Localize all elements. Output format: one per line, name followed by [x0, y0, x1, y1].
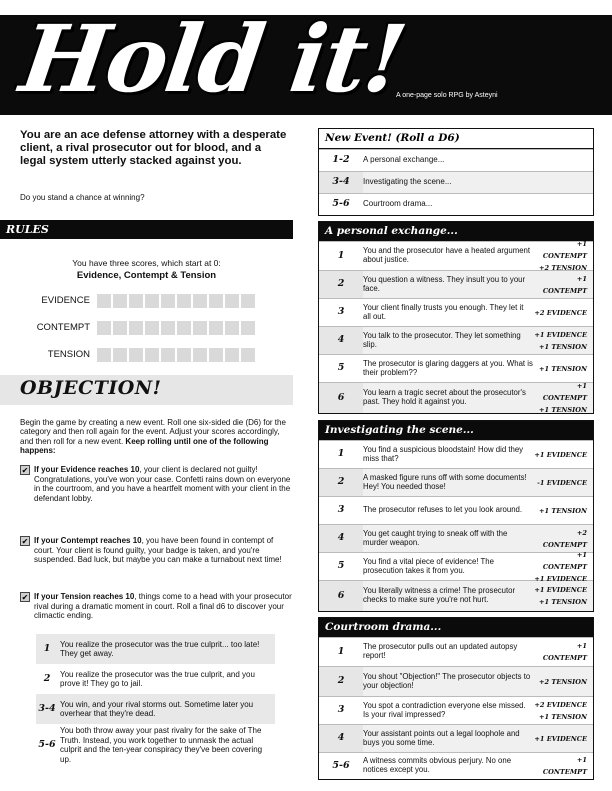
- event-text: Your client finally trusts you enough. They let it all out.: [363, 302, 524, 321]
- table-title: A personal exchange...: [319, 222, 593, 241]
- score-box[interactable]: [193, 348, 207, 362]
- event-effects: [533, 273, 593, 297]
- score-box[interactable]: [209, 348, 223, 362]
- table-row: 5-6 Courtroom drama...: [319, 193, 593, 215]
- table-row: [319, 298, 593, 326]
- event-effects: [533, 584, 593, 608]
- roll-number: 3: [337, 704, 345, 716]
- table-title: Investigating the scene...: [319, 421, 593, 440]
- event-text: You find a vital piece of evidence! The prosecution takes it from you.: [363, 556, 494, 575]
- roll-number: 4: [319, 327, 363, 354]
- table-row: [319, 496, 593, 524]
- effect-label: +1 TENSION: [539, 712, 587, 721]
- score-box[interactable]: [241, 294, 255, 308]
- ending-row: 2 You realize the prosecutor was the true culprit, and you prove it! They go to jail.: [43, 669, 255, 688]
- effect-label: +1 EVIDENCE: [534, 574, 587, 583]
- table-row: [319, 752, 593, 779]
- score-box[interactable]: [161, 294, 175, 308]
- score-box[interactable]: [177, 348, 191, 362]
- ending-row: 5-6 You both throw away your past rivalry for the sake of The Truth. Instead, you work together to unmask the actual culprit and the ten-year conspiracy they've been covering up.: [38, 726, 263, 764]
- table-row: [319, 382, 593, 413]
- roll-number: 1: [337, 645, 345, 657]
- roll-number: 4: [319, 525, 363, 552]
- condition-lead: If your Evidence reaches 10: [34, 465, 140, 474]
- event-text: You get caught trying to sneak off with the murder weapon.: [363, 528, 508, 547]
- roll-number: 4: [319, 725, 363, 752]
- effect-label: +2 CONTEMPT: [542, 528, 587, 549]
- score-box[interactable]: [97, 294, 111, 308]
- investigating-scene-table: [318, 420, 594, 612]
- roll-number: 5: [337, 560, 345, 572]
- table-row: [319, 440, 593, 468]
- score-box[interactable]: [145, 294, 159, 308]
- effect-label: +1 EVIDENCE: [534, 450, 587, 459]
- event-text: You spot a contradiction everyone else missed. Is your rival impressed?: [363, 700, 526, 719]
- score-box[interactable]: [113, 294, 127, 308]
- begin-instructions: [20, 418, 292, 456]
- roll-number: 2: [319, 469, 363, 496]
- roll-number: 1: [337, 448, 345, 460]
- effect-label: +1 EVIDENCE: [534, 586, 587, 594]
- event-text: The prosecutor refuses to let you look around.: [363, 505, 523, 515]
- score-box[interactable]: [241, 348, 255, 362]
- tension-boxes: [97, 348, 255, 362]
- event-effects: [533, 549, 593, 585]
- effect-label: +1 TENSION: [539, 342, 587, 351]
- event-text: You question a witness. They insult you to your face.: [363, 274, 526, 293]
- rules-header: RULES: [0, 220, 293, 239]
- event-effects: [533, 477, 593, 489]
- event-effects: [533, 329, 593, 353]
- intro-question: Do you stand a chance at winning?: [20, 193, 145, 202]
- effect-label: +1 CONTEMPT: [542, 240, 587, 260]
- keep-rolling-text: Keep rolling until one of the following happens:: [20, 436, 269, 456]
- table-row: [319, 550, 593, 583]
- event-text: Your assistant points out a legal loophole and buys you some time.: [363, 728, 520, 747]
- score-box[interactable]: [241, 321, 255, 335]
- table-row: [319, 354, 593, 382]
- effect-label: +1 CONTEMPT: [542, 274, 587, 295]
- event-effects: [533, 380, 593, 416]
- roll-number: 5: [337, 362, 345, 374]
- effect-label: +1 TENSION: [539, 598, 587, 606]
- roll-number: 3: [337, 504, 345, 516]
- effect-label: +1 TENSION: [539, 506, 587, 515]
- score-box[interactable]: [129, 321, 143, 335]
- event-text: The prosecutor is glaring daggers at you. What is their problem??: [363, 358, 533, 377]
- roll-number: 3: [337, 306, 345, 318]
- contempt-boxes: [97, 321, 255, 335]
- condition-lead: If your Contempt reaches 10: [34, 536, 142, 545]
- table-row: 3-4 Investigating the scene...: [319, 171, 593, 193]
- ending-row: 3-4 You win, and your rival storms out. Sometime later you overhear that they're dead.: [36, 694, 275, 724]
- score-box[interactable]: [225, 294, 239, 308]
- event-effects: [533, 505, 593, 517]
- table-row: [319, 724, 593, 752]
- check-icon[interactable]: ✔: [21, 466, 29, 475]
- event-effects: [533, 733, 593, 745]
- score-box[interactable]: [209, 294, 223, 308]
- score-box[interactable]: [177, 321, 191, 335]
- score-box[interactable]: [225, 348, 239, 362]
- new-event-table: [318, 128, 594, 216]
- condition-text: , you have been found in contempt of court. Your client is found guilty, your badge is taken, and you're suspended. Bad luck, but maybe you can make a turnabout next time!: [34, 536, 282, 565]
- table-row: [319, 637, 593, 666]
- effect-label: +2 TENSION: [539, 264, 587, 272]
- effect-label: +2 EVIDENCE: [534, 700, 587, 709]
- score-box[interactable]: [129, 294, 143, 308]
- evidence-label: EVIDENCE: [41, 295, 90, 306]
- table-row: [319, 580, 593, 611]
- effect-label: +1 EVIDENCE: [534, 330, 587, 339]
- table-row: [319, 696, 593, 724]
- table-row: [319, 468, 593, 496]
- evidence-boxes: [97, 294, 255, 308]
- condition-lead: If your Tension reaches 10: [34, 592, 135, 601]
- table-row: [319, 270, 593, 298]
- effect-label: +2 TENSION: [539, 677, 587, 686]
- roll-number: 6: [319, 581, 363, 611]
- begin-text: Begin the game by creating a new event. Roll one six-sided die (D6) for the category and then roll again for the event. Adjust your scores accordingly, and then roll for a new event.: [20, 418, 286, 446]
- event-text: You and the prosecutor have a heated argument about justice.: [363, 246, 531, 264]
- contempt-track: [0, 321, 293, 335]
- roll-number: 1: [337, 249, 345, 261]
- score-box[interactable]: [225, 321, 239, 335]
- event-effects: [533, 238, 593, 274]
- score-box[interactable]: [177, 294, 191, 308]
- event-text: You shout "Objection!" The prosecutor objects to your objection!: [363, 671, 531, 690]
- event-text: You find a suspicious bloodstain! How did they miss that?: [363, 444, 524, 463]
- score-box[interactable]: [145, 321, 159, 335]
- score-box[interactable]: [113, 321, 127, 335]
- effect-label: -1 EVIDENCE: [537, 478, 587, 487]
- objection-title: OBJECTION!: [20, 377, 162, 399]
- score-box[interactable]: [97, 321, 111, 335]
- event-effects: [533, 307, 593, 319]
- effect-label: +1 EVIDENCE: [534, 734, 587, 743]
- effect-label: +1 CONTEMPT: [542, 756, 587, 776]
- score-box[interactable]: [209, 321, 223, 335]
- effect-label: +1 CONTEMPT: [542, 550, 587, 571]
- byline: A one-page solo RPG by Asteyni: [396, 92, 498, 99]
- courtroom-drama-table: [318, 617, 594, 780]
- ending-row: 1 You realize the prosecutor was the true culprit... too late! They get away.: [36, 634, 275, 664]
- roll-number: 2: [319, 271, 363, 298]
- rules-intro: You have three scores, which start at 0:: [72, 258, 221, 268]
- score-box[interactable]: [161, 348, 175, 362]
- event-effects: [533, 363, 593, 375]
- effect-label: +1 TENSION: [539, 364, 587, 373]
- event-effects: [533, 527, 593, 551]
- table-row: [319, 326, 593, 354]
- endings-table: [36, 634, 275, 766]
- event-text: A witness commits obvious perjury. No one notices except you.: [363, 756, 512, 774]
- check-icon[interactable]: ✔: [21, 537, 29, 546]
- table-title: Courtroom drama...: [319, 618, 593, 637]
- table-row: [319, 241, 593, 270]
- roll-number: 5-6: [332, 759, 350, 771]
- contempt-label: CONTEMPT: [36, 322, 90, 333]
- roll-number: 2: [319, 667, 363, 696]
- event-text: You literally witness a crime! The prosecutor checks to make sure you're not hurt.: [363, 586, 516, 604]
- score-box[interactable]: [161, 321, 175, 335]
- score-box[interactable]: [193, 294, 207, 308]
- tension-track: [0, 348, 293, 362]
- table-row: 1-2 A personal exchange...: [319, 149, 593, 171]
- roll-number: 6: [319, 383, 363, 413]
- score-box[interactable]: [145, 348, 159, 362]
- event-text: The prosecutor pulls out an updated autopsy report!: [363, 642, 518, 660]
- effect-label: +2 EVIDENCE: [534, 308, 587, 317]
- score-box[interactable]: [97, 348, 111, 362]
- event-effects: [533, 699, 593, 723]
- score-box[interactable]: [193, 321, 207, 335]
- condition-text: , your client is declared not guilty! Congratulations, you've won your case. Confetti rains down on everyone in the courtroom, and you have a heartfelt moment with your client in the defendant lobby.: [34, 465, 291, 503]
- event-effects: [533, 754, 593, 778]
- rules-scores: Evidence, Contempt & Tension: [76, 270, 217, 281]
- effect-label: +1 TENSION: [539, 406, 587, 414]
- condition-text: , things come to a head with your prosecutor rival during a dramatic moment in court. Roll a final d6 to discover your climactic ending.: [34, 592, 292, 621]
- event-text: You learn a tragic secret about the prosecutor's past. They hold it against you.: [363, 388, 526, 406]
- tension-label: TENSION: [47, 349, 90, 360]
- check-icon[interactable]: ✔: [21, 593, 29, 602]
- page-title: Hold it!: [14, 5, 412, 113]
- new-event-title: New Event! (Roll a D6): [319, 129, 593, 149]
- event-effects: [533, 640, 593, 664]
- effect-label: +1 CONTEMPT: [542, 382, 587, 402]
- score-box[interactable]: [113, 348, 127, 362]
- table-row: [319, 666, 593, 696]
- personal-exchange-table: [318, 221, 594, 414]
- event-effects: [533, 449, 593, 461]
- evidence-track: [0, 294, 293, 308]
- effect-label: +1 CONTEMPT: [542, 642, 587, 662]
- event-text: You talk to the prosecutor. They let something slip.: [363, 330, 521, 349]
- score-box[interactable]: [129, 348, 143, 362]
- event-effects: [533, 676, 593, 688]
- intro-text: You are an ace defense attorney with a desperate client, a rival prosecutor out for blood, and a legal system utterly stacked against you.: [20, 129, 287, 167]
- event-text: A masked figure runs off with some documents! Hey! You needed those!: [363, 472, 527, 491]
